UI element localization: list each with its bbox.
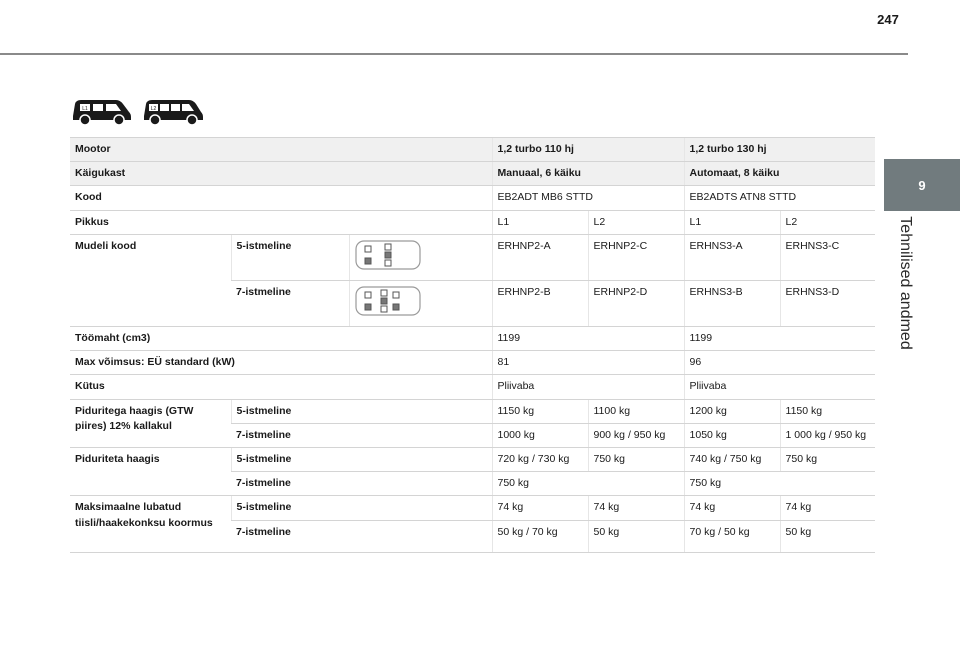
- braked-trailer-c3: 1200 kg: [684, 399, 780, 423]
- row-unbraked-trailer-5: [70, 447, 875, 471]
- row-code: [70, 186, 875, 210]
- seat-layout-cell: [349, 234, 492, 280]
- length-c3: L1: [684, 210, 780, 234]
- unbraked-trailer-c2: 750 kg: [588, 447, 684, 471]
- model-code-label: Mudeli kood: [70, 234, 231, 326]
- model-code-c1: ERHNP2-A: [492, 234, 588, 280]
- seats-label: 5-istmeline: [231, 234, 349, 280]
- gearbox-label: Käigukast: [70, 162, 492, 186]
- van-long-icon: [142, 96, 204, 126]
- model-code-c4: ERHNS3-D: [780, 280, 875, 326]
- svg-text:L1: L1: [82, 106, 88, 112]
- braked-trailer-c3: 1050 kg: [684, 423, 780, 447]
- towbar-load-c3: 70 kg / 50 kg: [684, 520, 780, 552]
- row-displacement: [70, 326, 875, 350]
- unbraked-trailer-value-1: 750 kg: [492, 472, 684, 496]
- braked-trailer-c2: 900 kg / 950 kg: [588, 423, 684, 447]
- towbar-load-label: Maksimaalne lubatud tiisli/haakekonksu koormus: [70, 496, 231, 552]
- van-short-icon: [70, 96, 132, 126]
- unbraked-trailer-value-2: 750 kg: [684, 472, 875, 496]
- row-engine: [70, 138, 875, 162]
- towbar-load-c3: 74 kg: [684, 496, 780, 520]
- braked-trailer-c1: 1150 kg: [492, 399, 588, 423]
- power-value-1: 81: [492, 351, 684, 375]
- gearbox-value-2: Automaat, 8 käiku: [684, 162, 875, 186]
- seats-label: 5-istmeline: [231, 496, 492, 520]
- model-code-c2: ERHNP2-D: [588, 280, 684, 326]
- towbar-load-c1: 50 kg / 70 kg: [492, 520, 588, 552]
- technical-data-table: [70, 137, 875, 553]
- seats-label: 7-istmeline: [231, 520, 492, 552]
- chapter-title: Tehnilised andmed: [897, 216, 914, 350]
- header-rule: [0, 53, 908, 55]
- seats-label: 7-istmeline: [231, 472, 492, 496]
- engine-value-2: 1,2 turbo 130 hj: [684, 138, 875, 162]
- row-power: [70, 351, 875, 375]
- towbar-load-c4: 74 kg: [780, 496, 875, 520]
- towbar-load-c1: 74 kg: [492, 496, 588, 520]
- unbraked-trailer-label: Piduriteta haagis: [70, 447, 231, 495]
- displacement-label: Töömaht (cm3): [70, 326, 492, 350]
- braked-trailer-label: Piduritega haagis (GTW piires) 12% kallakul: [70, 399, 231, 447]
- svg-text:L2: L2: [150, 106, 157, 112]
- seats-label: 7-istmeline: [231, 423, 492, 447]
- seats-label: 5-istmeline: [231, 447, 492, 471]
- power-label: Max võimsus: EÜ standard (kW): [70, 351, 492, 375]
- model-code-c1: ERHNP2-B: [492, 280, 588, 326]
- length-c4: L2: [780, 210, 875, 234]
- model-code-c3: ERHNS3-A: [684, 234, 780, 280]
- fuel-value-2: Pliivaba: [684, 375, 875, 399]
- braked-trailer-c1: 1000 kg: [492, 423, 588, 447]
- chapter-tab[interactable]: 9: [884, 159, 960, 211]
- code-value-2: EB2ADTS ATN8 STTD: [684, 186, 875, 210]
- seat-layout-cell: [349, 280, 492, 326]
- row-length: [70, 210, 875, 234]
- displacement-value-1: 1199: [492, 326, 684, 350]
- model-code-c2: ERHNP2-C: [588, 234, 684, 280]
- seat-layout-7-icon: [355, 285, 421, 317]
- model-code-c3: ERHNS3-B: [684, 280, 780, 326]
- braked-trailer-c4: 1150 kg: [780, 399, 875, 423]
- gearbox-value-1: Manuaal, 6 käiku: [492, 162, 684, 186]
- braked-trailer-c2: 1100 kg: [588, 399, 684, 423]
- row-braked-trailer-5: [70, 399, 875, 423]
- code-label: Kood: [70, 186, 492, 210]
- displacement-value-2: 1199: [684, 326, 875, 350]
- length-c1: L1: [492, 210, 588, 234]
- vehicle-icons: [70, 96, 204, 126]
- model-code-c4: ERHNS3-C: [780, 234, 875, 280]
- row-model-code-5: [70, 234, 875, 280]
- fuel-label: Kütus: [70, 375, 492, 399]
- code-value-1: EB2ADT MB6 STTD: [492, 186, 684, 210]
- engine-value-1: 1,2 turbo 110 hj: [492, 138, 684, 162]
- towbar-load-c2: 74 kg: [588, 496, 684, 520]
- row-gearbox: [70, 162, 875, 186]
- seat-layout-5-icon: [355, 239, 421, 271]
- fuel-value-1: Pliivaba: [492, 375, 684, 399]
- length-c2: L2: [588, 210, 684, 234]
- unbraked-trailer-c4: 750 kg: [780, 447, 875, 471]
- towbar-load-c4: 50 kg: [780, 520, 875, 552]
- seats-label: 7-istmeline: [231, 280, 349, 326]
- towbar-load-c2: 50 kg: [588, 520, 684, 552]
- row-fuel: [70, 375, 875, 399]
- page-number: 247: [877, 12, 899, 27]
- braked-trailer-c4: 1 000 kg / 950 kg: [780, 423, 875, 447]
- power-value-2: 96: [684, 351, 875, 375]
- unbraked-trailer-c1: 720 kg / 730 kg: [492, 447, 588, 471]
- engine-label: Mootor: [70, 138, 492, 162]
- unbraked-trailer-c3: 740 kg / 750 kg: [684, 447, 780, 471]
- row-towbar-load-5: [70, 496, 875, 520]
- length-label: Pikkus: [70, 210, 492, 234]
- seats-label: 5-istmeline: [231, 399, 492, 423]
